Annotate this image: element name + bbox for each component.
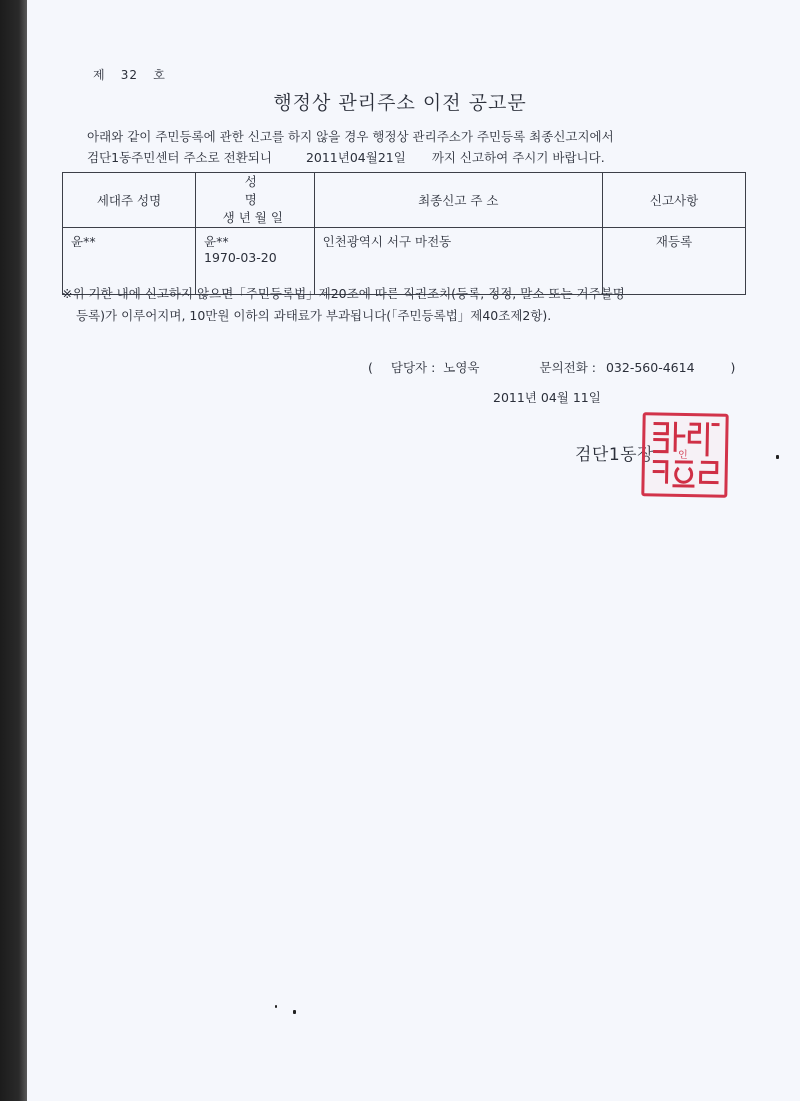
footnote [62, 283, 762, 327]
signature-title: 검단1동장 [575, 445, 655, 465]
intro-line-2-start: 검단1동주민센터 주소로 전환되니 [87, 150, 272, 165]
document-number-suffix: 호 [153, 68, 166, 82]
scan-dark-edge [0, 0, 27, 1101]
footnote-line-1: ※위 기한 내에 신고하지 않으면「주민등록법」제20조에 따른 직권조치(등록, 정정, 말소 또는 거주불명 [62, 286, 625, 301]
intro-paragraph [87, 126, 747, 168]
notice-table [62, 172, 746, 295]
intro-line-2-end: 까지 신고하여 주시기 바랍니다. [431, 150, 605, 165]
phone-number: 032-560-4614 [605, 360, 695, 375]
document-number [93, 66, 166, 83]
document-number-prefix: 제 [93, 68, 106, 82]
deadline-date: 2011년04월21일 [305, 150, 406, 165]
cell-birth: 1970-03-20 [204, 250, 277, 265]
contact-close-paren: ) [730, 360, 736, 375]
contact-line [368, 358, 735, 376]
scan-speck [293, 1010, 296, 1014]
header-householder: 세대주 성명 [63, 173, 196, 228]
contact-open-paren: ( [368, 360, 373, 375]
cell-householder: 윤** [63, 228, 196, 295]
document-number-value: 32 [120, 68, 139, 82]
header-name-birth [196, 173, 315, 228]
intro-line-2 [87, 147, 747, 168]
document-title: 행정상 관리주소 이전 공고문 [273, 92, 527, 114]
scan-speck [776, 455, 779, 459]
cell-address: 인천광역시 서구 마전동 [314, 228, 603, 295]
manager-label: 담당자 : [390, 360, 436, 375]
seal-center-glyph: 인 [677, 449, 688, 462]
footnote-line-2: 등록)가 이루어지며, 10만원 이하의 과태료가 부과됩니다(「주민등록법」제40조제2항). [76, 308, 552, 323]
cell-item: 재등록 [603, 228, 746, 295]
table-header-row [63, 173, 746, 228]
header-item: 신고사항 [603, 173, 746, 228]
intro-line-1: 아래와 같이 주민등록에 관한 신고를 하지 않을 경우 행정상 관리주소가 주민등록 최종신고지에서 [87, 129, 614, 144]
official-seal [641, 412, 728, 497]
manager-name: 노영욱 [443, 360, 480, 375]
issue-date: 2011년 04월 11일 [493, 390, 601, 405]
header-address: 최종신고 주 소 [314, 173, 603, 228]
phone-label: 문의전화 : [539, 360, 596, 375]
scan-speck [275, 1005, 277, 1008]
header-birth: 생년월일 [222, 210, 287, 225]
header-name: 성명 [244, 174, 291, 207]
cell-name: 윤** [204, 234, 229, 249]
